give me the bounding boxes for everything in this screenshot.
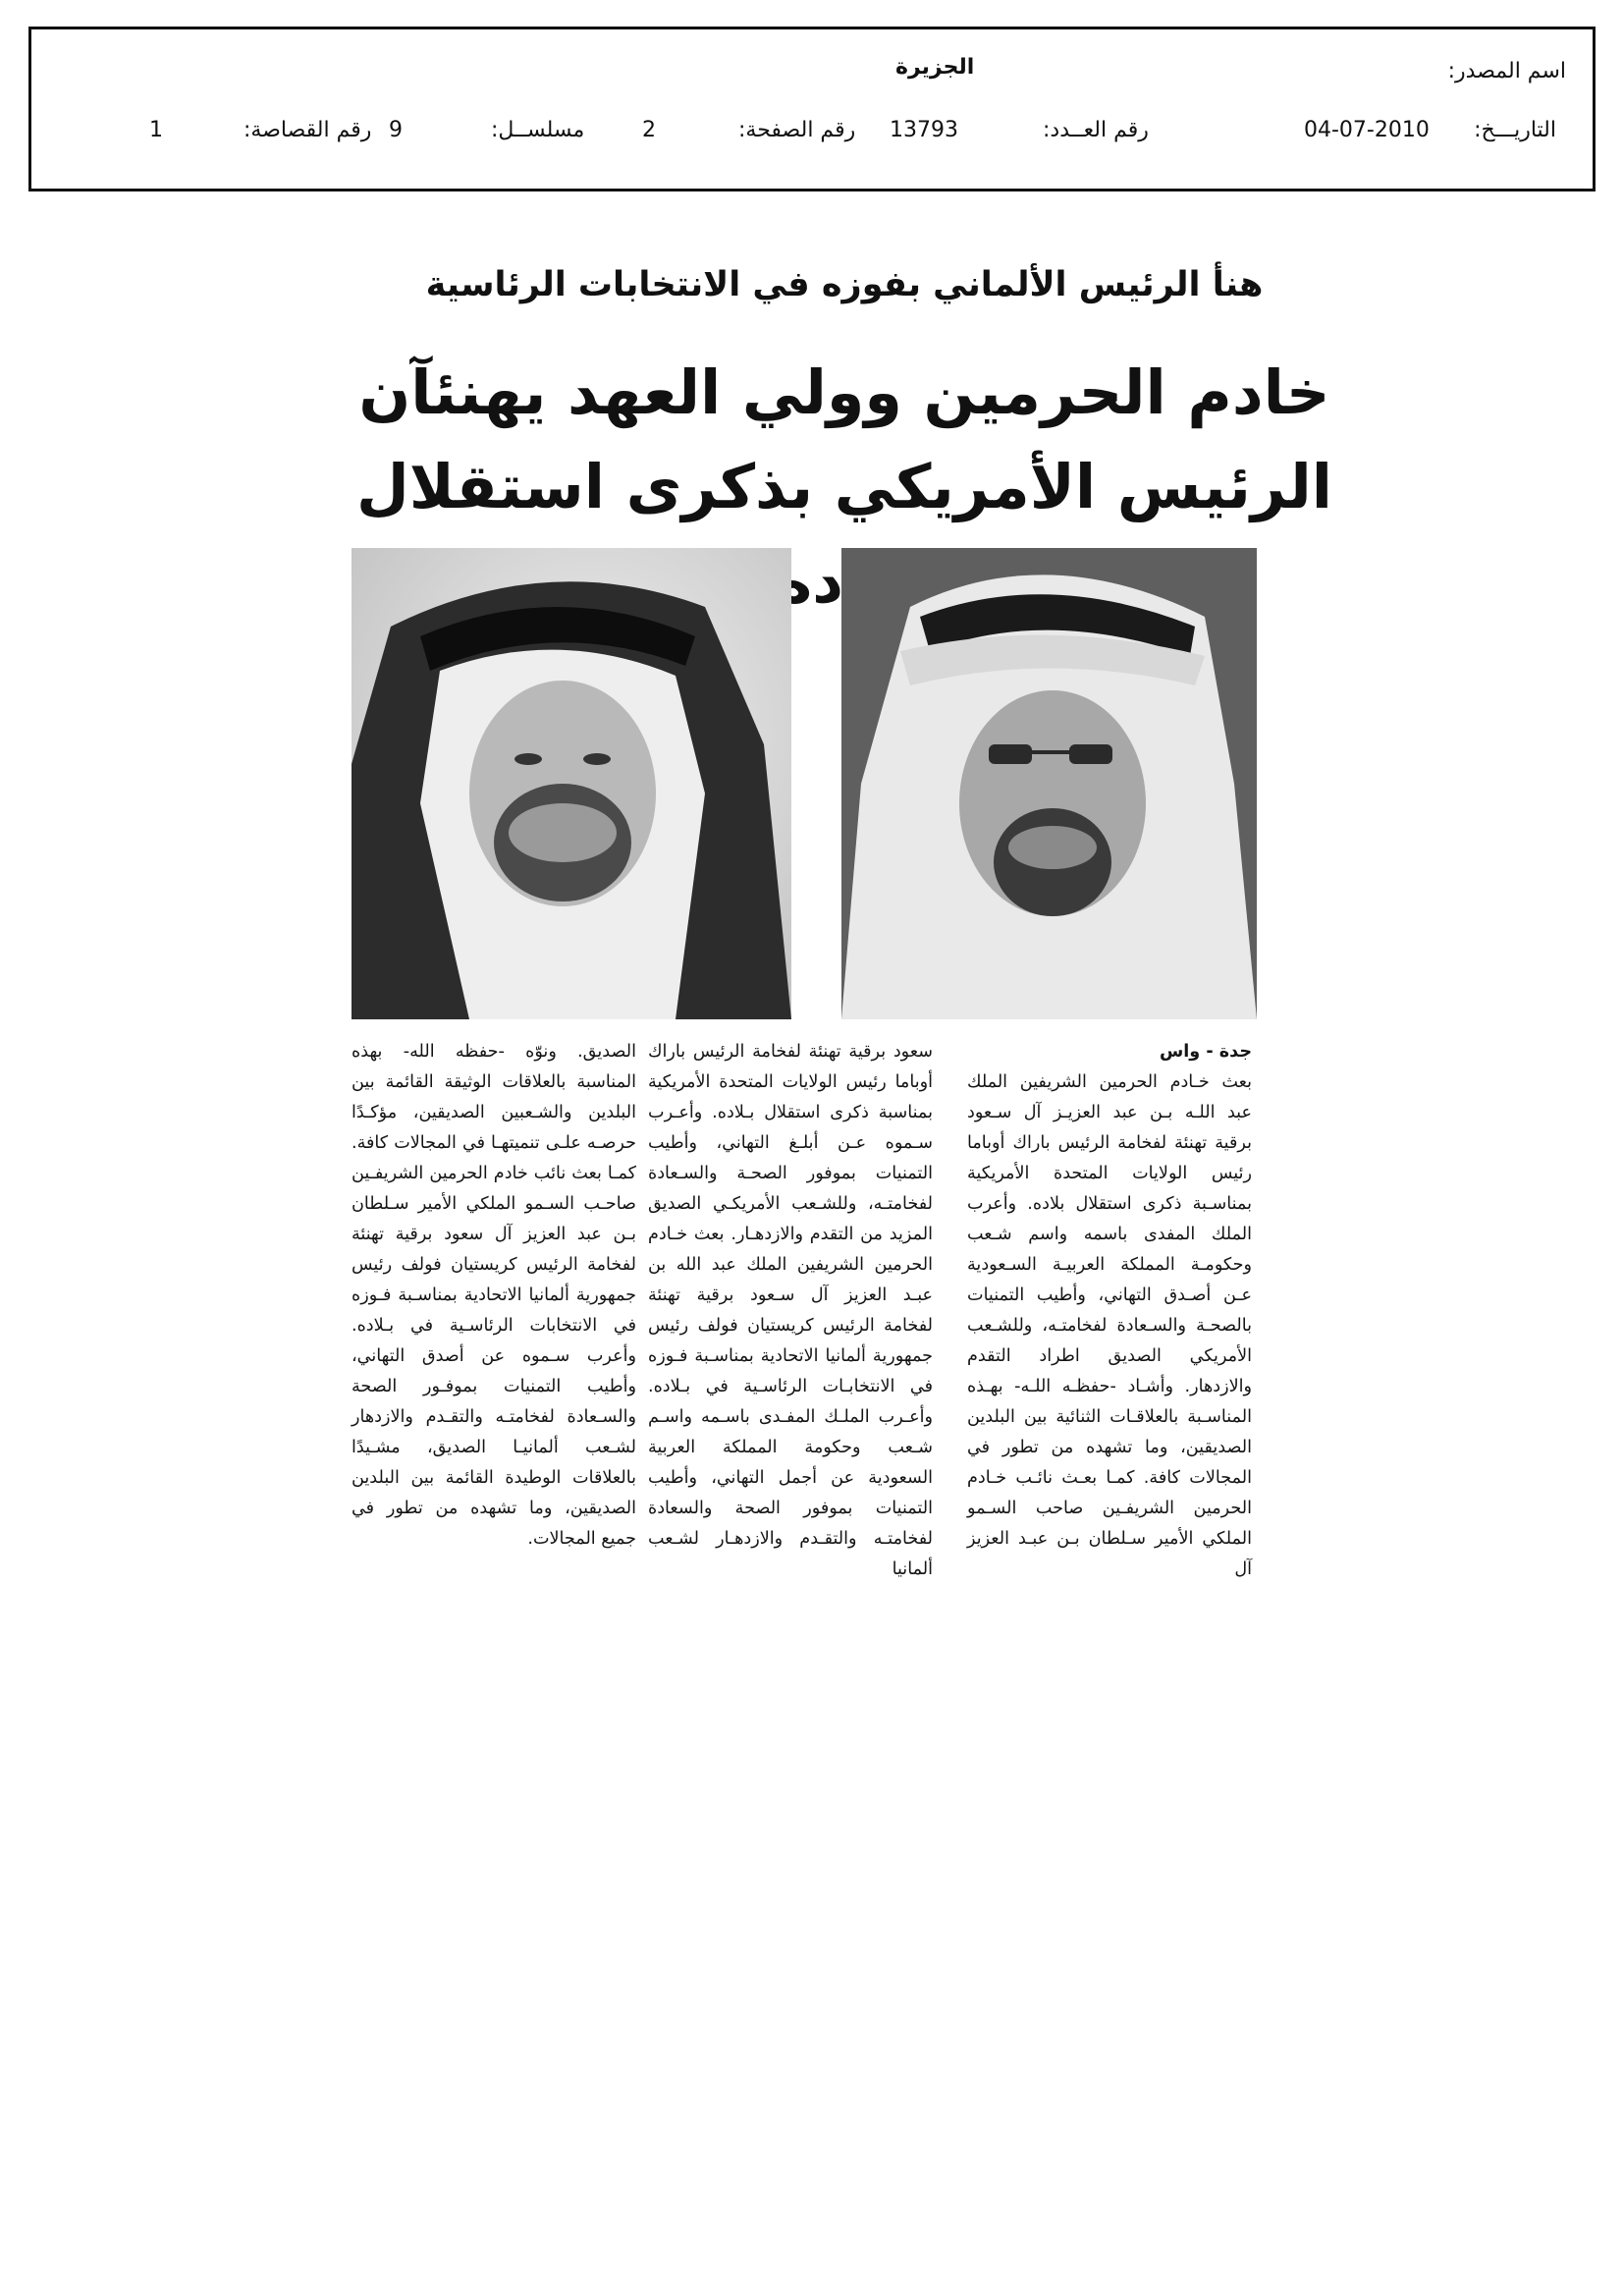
headline-line-2: الرئيس الأمريكي بذكرى استقلال [355,451,1333,522]
clip-label: رقم القصاصة: [243,118,372,142]
source-value: الجزيرة [895,55,975,80]
serial-value: 9 [389,118,403,142]
headline-line-1: خادم الحرمين وولي العهد يهنئآن [358,356,1330,428]
date-label: التاريـــخ: [1474,118,1556,142]
portrait-photo-right [841,548,1257,1019]
issue-value: 13793 [890,118,958,142]
serial-label: مسلســل: [491,118,585,142]
page-label: رقم الصفحة: [738,118,856,142]
article-column-1 [967,1037,1252,1585]
page-value: 2 [642,118,656,142]
article-column-2 [648,1037,933,1585]
portrait-photo-left [352,548,791,1019]
column-1-body: بعث خـادم الحرمين الشريفين الملك عبد اللـه بـن عبد العزيـز آل سـعود برقية تهنئة لفخامة الرئيس باراك أوباما رئيس الولايات المتحدة الأمريكية بمناسـبة ذكرى استقلال بلاده. وأعرب الملك المفدى باسمه واسم شـعب وحكومـة المملكة العربيـة السـعودية عـن أصـدق التهاني، وأطيب التمنيات بالصحـة والسـعادة لفخامتـه، وللشـعب الأمريكي الصديق اطراد التقدم والازدهار. وأشـاد -حفظـه اللـه- بهـذه المناسـبة بالعلاقـات الثنائية بين البلدين الصديقين، وما تشهده من تطور في المجالات كافة. كمـا بعـث نائـب خـادم الحرمين الشريفـين صاحب السـمو الملكي الأمير سـلطان بـن عبـد العزيز آل [967,1072,1252,1579]
article-kicker: هنأ الرئيس الألماني بفوزه في الانتخابات الرئاسية [425,265,1264,304]
dateline: جدة - واس [1159,1042,1252,1062]
clip-value: 1 [149,118,163,142]
column-2-body: سعود برقية تهنئة لفخامة الرئيس باراك أوباما رئيس الولايات المتحدة الأمريكية بمناسبة ذكرى استقلال بـلاده. وأعـرب سـموه عـن أبلـغ التهاني، وأطيب التمنيات بموفور الصحـة والسـعادة لفخامتـه، وللشـعب الأمريكـي الصديق المزيد من التقدم والازدهـار. بعث خـادم الحرمين الشريفين الملك عبد الله بن عبـد العزيز آل سـعود برقية تهنئة لفخامة الرئيس كريستيان فولف رئيس جمهورية ألمانيا الاتحادية بمناسـبة فـوزه في الانتخابـات الرئاسـية في بـلاده. وأعـرب الملـك المفـدى باسـمه واسـم شـعب وحكومة المملكة العربية السعودية عن أجمل التهاني، وأطيب التمنيات بموفور الصحة والسعادة لفخامتـه والتقـدم والازدهـار لشـعب ألمانيا [648,1042,933,1579]
date-value: 04-07-2010 [1304,118,1430,142]
article-column-3 [352,1037,636,1555]
clipping-header-box [28,27,1596,191]
issue-label: رقم العــدد: [1043,118,1149,142]
column-3-body: الصديق. ونوّه -حفظه الله- بهذه المناسبة بالعلاقات الوثيقة القائمة بين البلدين والشـعبين الصديقين، مؤكـدًا حرصـه علـى تنميتهـا في المجالات كافة. كمـا بعث نائب خادم الحرمين الشريفـين صاحـب السـمو الملكي الأمير سـلطان بـن عبد العزيز آل سعود برقية تهنئة لفخامة الرئيس كريستيان فولف رئيس جمهورية ألمانيا الاتحادية بمناسـبة فـوزه في الانتخابات الرئاسـية في بـلاده. وأعرب سـموه عن أصدق التهاني، وأطيب التمنيات بموفـور الصحة والسـعادة لفخامتـه والتقـدم والازدهار لشـعب ألمانيـا الصديق، مشـيدًا بالعلاقات الوطيدة القائمة بين البلدين الصديقين، وما تشهده من تطور في جميع المجالات. [352,1042,636,1549]
source-label: اسم المصدر: [1447,59,1566,83]
